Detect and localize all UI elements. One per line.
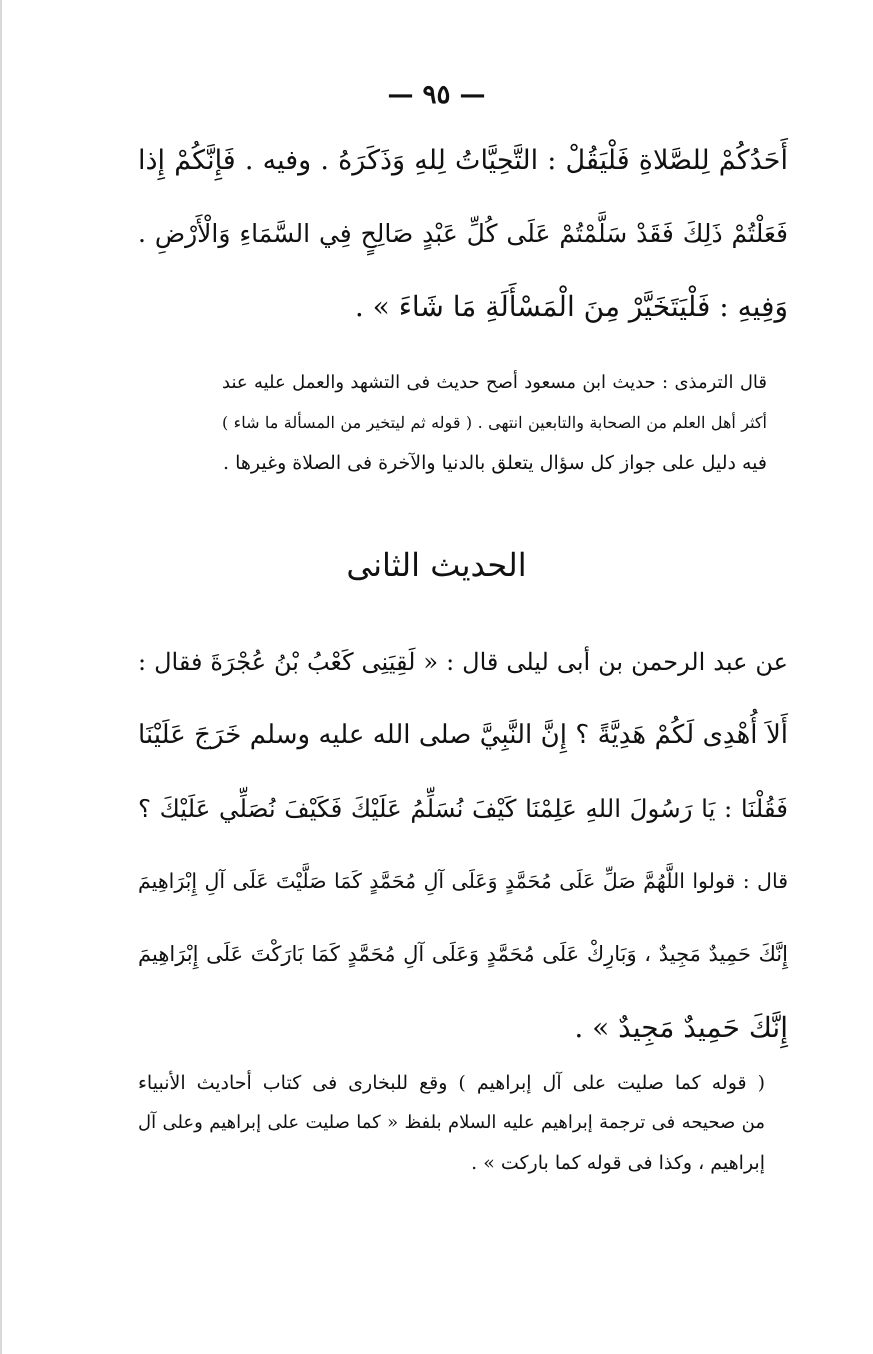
section-heading: الحديث الثانى [346,546,527,584]
commentary-line: أكثر أهل العلم من الصحابة والتابعين انتهى . ( قوله ثم ليتخير من المسألة ما شاء ) [222,413,767,432]
hadith-text-continued [138,124,788,343]
text-line: إِنَّكَ حَمِيدٌ مَجِيدٌ ، وَبَارِكْ عَلَى مُحَمَّدٍ وَعَلَى آلِ مُحَمَّدٍ كَمَا بَارَكْتَ عَلَى إِبْرَاهِيمَ [138,942,788,966]
text-line: فَقُلْنَا : يَا رَسُولَ اللهِ عَلِمْنَا كَيْفَ نُسَلِّمُ عَلَيْكَ فَكَيْفَ نُصَلِّي عَلَيْكَ ؟ [138,794,788,823]
text-line: فَعَلْتُمْ ذَلِكَ فَقَدْ سَلَّمْتُمْ عَلَى كُلِّ عَبْدٍ صَالِحٍ فِي السَّمَاءِ وَالْأَرْضِ . [138,219,788,248]
commentary-bukhari [138,1063,765,1183]
page-number: — ٩٥ — [387,80,486,110]
text-line: عن عبد الرحمن بن أبى ليلى قال : « لَقِيَنِى كَعْبُ بْنُ عُجْرَةَ فقال : [138,648,788,676]
commentary-line: فيه دليل على جواز كل سؤال يتعلق بالدنيا والآخرة فى الصلاة وغيرها . [223,452,767,474]
hadith-text-second [138,626,788,1064]
text-line: قال : قولوا اللَّهُمَّ صَلِّ عَلَى مُحَمَّدٍ وَعَلَى آلِ مُحَمَّدٍ كَمَا صَلَّيْتَ عَلَى آلِ إِبْرَاهِيمَ [138,869,788,893]
commentary-line: ( قوله كما صليت على آل إبراهيم ) وقع للبخارى فى كتاب أحاديث الأنبياء [138,1072,765,1094]
commentary-tirmidhi [222,363,767,483]
text-line: وَفِيهِ : فَلْيَتَخَيَّرْ مِنَ الْمَسْأَلَةِ مَا شَاءَ » . [354,290,788,323]
commentary-line: إبراهيم ، وكذا فى قوله كما باركت » . [471,1152,765,1174]
text-line: أَحَدُكُمْ لِلصَّلاةِ فَلْيَقُلْ : التَّحِيَّاتُ لِلهِ وَذَكَرَهُ . وفيه . فَإِنَّكُمْ إِذا [138,145,788,176]
commentary-line: قال الترمذى : حديث ابن مسعود أصح حديث فى التشهد والعمل عليه عند [222,372,767,393]
commentary-line: من صحيحه فى ترجمة إبراهيم عليه السلام بلفظ « كما صليت على إبراهيم وعلى آل [138,1112,765,1133]
page-edge [0,0,2,1354]
text-line: إِنَّكَ حَمِيدٌ مَجِيدٌ » . [574,1011,788,1044]
text-line: أَلاَ أُهْدِى لَكُمْ هَدِيَّةً ؟ إِنَّ النَّبِيَّ صلى الله عليه وسلم خَرَجَ عَلَيْنَا [138,720,788,750]
